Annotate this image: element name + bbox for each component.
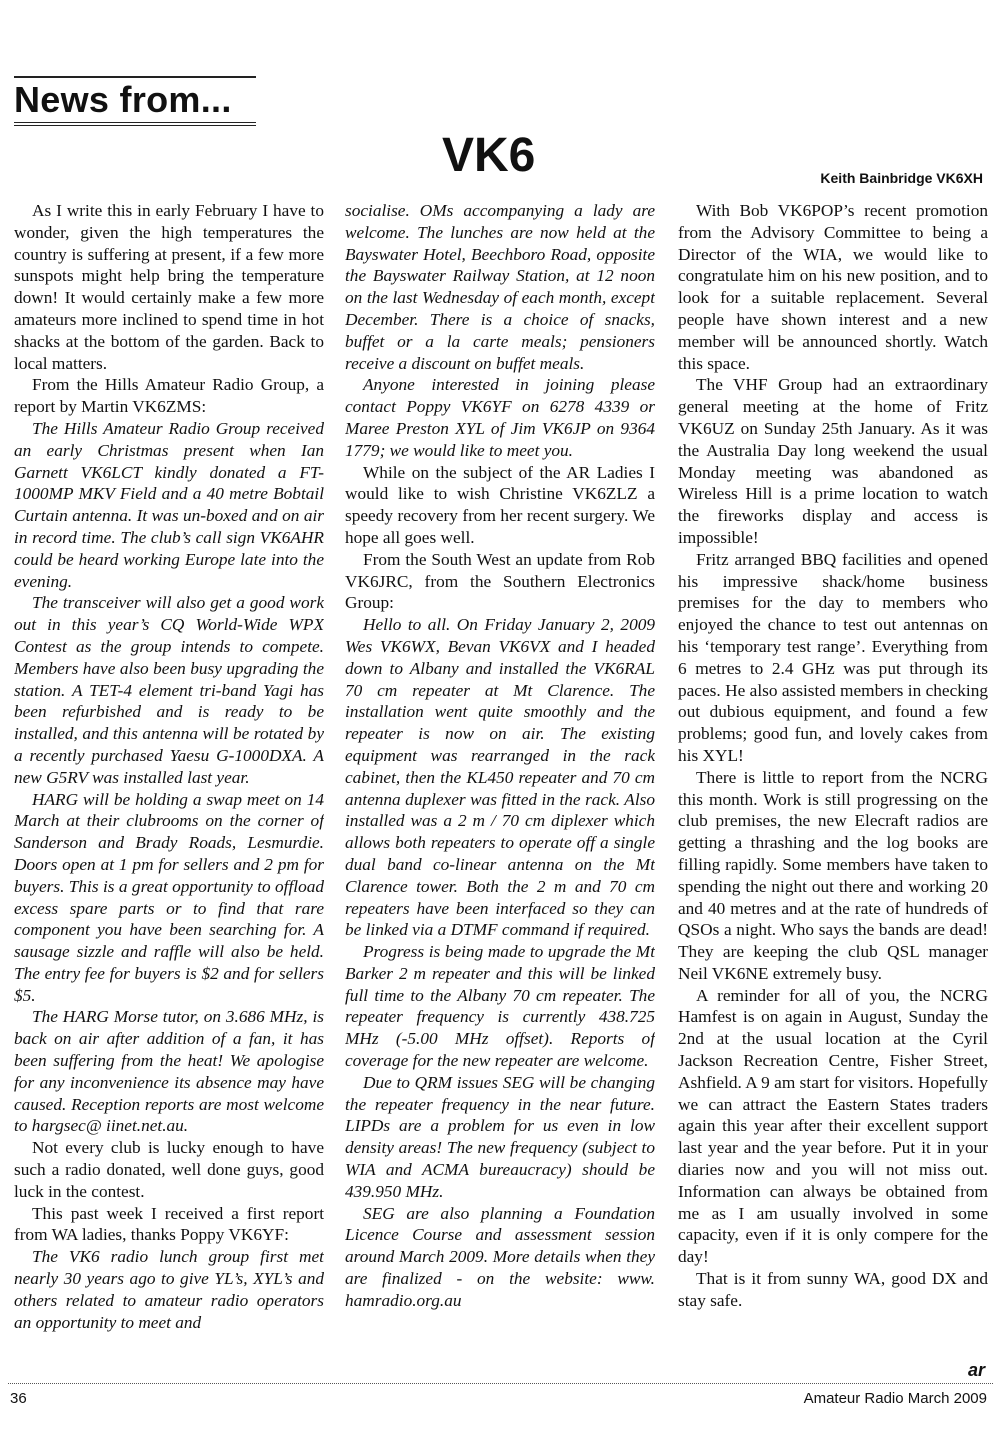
paragraph: There is little to report from the NCRG this month. Work is still progressing on the club premises, the new Elecraft radios are getting a thrashing and the log books are filling rapidly. Some members have taken to spending the night out there and working 20 and 40 metres and at the rate of hundreds of QSOs a night. Who says the bands are dead! They are keeping the club QSL manager Neil VK6NE extremely busy. bbox=[678, 767, 988, 983]
paragraph: That is it from sunny WA, good DX and stay safe. bbox=[678, 1269, 988, 1310]
paragraph: With Bob VK6POP’s recent promotion from the Advisory Committee to being a Director of the WIA, we would like to congratulate him on his new position, and to look for a suitable replacement. Several people have shown interest and a new member will be announced shortly. Watch this space. bbox=[678, 201, 988, 373]
section-heading: News from... bbox=[14, 79, 232, 120]
paragraph: As I write this in early February I have to wonder, given the high temperatures the country is suffering at present, if a few more sunspots might help bring the temperature down! It would certainly make a few more amateurs more inclined to spend time in hot shacks at the bottom of the garden. Back to local matters. bbox=[14, 201, 324, 373]
paragraph: Not every club is lucky enough to have such a radio donated, well done guys, good luck in the contest. bbox=[14, 1138, 324, 1201]
footer-rule bbox=[8, 1383, 993, 1384]
paragraph: Hello to all. On Friday January 2, 2009 Wes VK6WX, Bevan VK6VX and I headed down to Albany and installed the VK6RAL 70 cm repeater at Mt Clarence. The installation went quite smoothly and the repeater is now on air. The existing equipment was rearranged in the rack cabinet, then the KL450 repeater and 70 cm antenna duplexer was fitted in the rack. Also installed was a 2 m / 70 cm diplexer which allows both repeaters to operate off a single dual band co-linear antenna on the Mt Clarence tower. Both the 2 m and 70 cm repeaters have been interfaced so they can be linked via a DTMF command if required. bbox=[345, 615, 655, 940]
author-byline: Keith Bainbridge VK6XH bbox=[820, 170, 983, 186]
page-number: 36 bbox=[10, 1390, 27, 1407]
paragraph: While on the subject of the AR Ladies I would like to wish Christine VK6ZLZ a speedy recovery from her recent surgery. We hope all goes well. bbox=[345, 462, 655, 547]
paragraph: The transceiver will also get a good work out in this year’s CQ World-Wide WPX Contest as the group intends to compete. Members have also been busy upgrading the station. A TET-4 element tri-band Yagi has been refurbished and is ready to be installed, and this antenna will be rotated by a recently purchased Yaesu G-1000DXA. A new G5RV was installed last year. bbox=[14, 593, 324, 787]
paragraph: The VHF Group had an extraordinary general meeting at the home of Fritz VK6UZ on Sunday 25th January. As it was the Australia Day long weekend the usual Monday meeting was abandoned as Wireless Hill is a prime location to watch the fireworks display and access is impossible! bbox=[678, 375, 988, 547]
magazine-issue: Amateur Radio March 2009 bbox=[803, 1390, 987, 1407]
paragraph: The HARG Morse tutor, on 3.686 MHz, is back on air after addition of a fan, it has been suffering from the heat! We apologise for any inconvenience its absence may have caused. Reception reports are most welcome to hargsec@ iinet.net.au. bbox=[14, 1007, 324, 1136]
paragraph: Fritz arranged BBQ facilities and opened his impressive shack/home business premises for the day to members who enjoyed the chance to test out antennas on his ‘temporary test range’. Everything from 6 metres to 2.4 GHz was put through its paces. He also assisted members in checking out dubious equipment, and found a few problems; good fun, and lovely cakes from his XYL! bbox=[678, 549, 988, 765]
paragraph: The Hills Amateur Radio Group received an early Christmas present when Ian Garnett VK6LCT kindly donated a FT-1000MP MKV Field and a 40 metre Bobtail Curtain antenna. It was un-boxed and on air in record time. The club’s call sign VK6AHR could be heard working Europe late into the evening. bbox=[14, 418, 324, 591]
paragraph: Progress is being made to upgrade the Mt Barker 2 m repeater and this will be linked full time to the Albany 70 cm repeater. The repeater frequency is currently 438.725 MHz (-5.00 MHz offset). Reports of coverage for the new repeater are welcome. bbox=[345, 942, 655, 1071]
paragraph: socialise. OMs accompanying a lady are welcome. The lunches are now held at the Bayswater Hotel, Beechboro Road, opposite the Bayswater Railway Station, at 12 noon on the last Wednesday of each month, except December. There is a choice of snacks, buffet or a la carte meals; pensioners receive a discount on buffet meals. bbox=[345, 201, 655, 373]
paragraph: From the Hills Amateur Radio Group, a report by Martin VK6ZMS: bbox=[14, 375, 324, 417]
paragraph: Anyone interested in joining please contact Poppy VK6YF on 6278 4339 or Maree Preston XYL of Jim VK6JP on 9364 1779; we would like to meet you. bbox=[345, 375, 655, 460]
header-top-rule bbox=[14, 76, 256, 78]
paragraph: A reminder for all of you, the NCRG Hamfest is on again in August, Sunday the 2nd at the usual location at the Cyril Jackson Recreation Centre, Fisher Street, Ashfield. A 9 am start for visitors. Hopefully we can attract the Eastern States traders again this year after their excellent support last year and the year before. Put it in your diaries now and you will not miss out. Information can always be obtained from me as I am usually involved in some capacity, even if it is only compere for the day! bbox=[678, 985, 988, 1267]
paragraph: The VK6 radio lunch group first met nearly 30 years ago to give YL’s, XYL’s and others related to amateur radio operators an opportunity to meet and bbox=[14, 1247, 324, 1332]
paragraph: This past week I received a first report from WA ladies, thanks Poppy VK6YF: bbox=[14, 1203, 324, 1245]
article-column-1 bbox=[14, 200, 324, 1380]
heading-underline bbox=[14, 122, 256, 126]
article-column-2 bbox=[345, 200, 655, 1380]
article-column-3 bbox=[678, 200, 988, 1380]
state-title: VK6 bbox=[442, 129, 536, 182]
paragraph: SEG are also planning a Foundation Licence Course and assessment session around March 2009. More details when they are finalized - on the website: www. hamradio.org.au bbox=[345, 1203, 655, 1310]
paragraph: Due to QRM issues SEG will be changing the repeater frequency in the near future. LIPDs are a problem for us even in low density areas! The new frequency (subject to WIA and ACMA bureaucracy) should be 439.950 MHz. bbox=[345, 1072, 655, 1201]
paragraph: HARG will be holding a swap meet on 14 March at their clubrooms on the corner of Sanderson and Brady Roads, Lesmurdie. Doors open at 1 pm for sellers and 2 pm for buyers. This is a great opportunity to offload excess spare parts or to find that rare component you have been searching for. A sausage sizzle and raffle will also be held. The entry fee for buyers is $2 and for sellers $5. bbox=[14, 789, 324, 1005]
paragraph: From the South West an update from Rob VK6JRC, from the Southern Electronics Group: bbox=[345, 549, 655, 613]
end-mark: ar bbox=[967, 1360, 985, 1380]
